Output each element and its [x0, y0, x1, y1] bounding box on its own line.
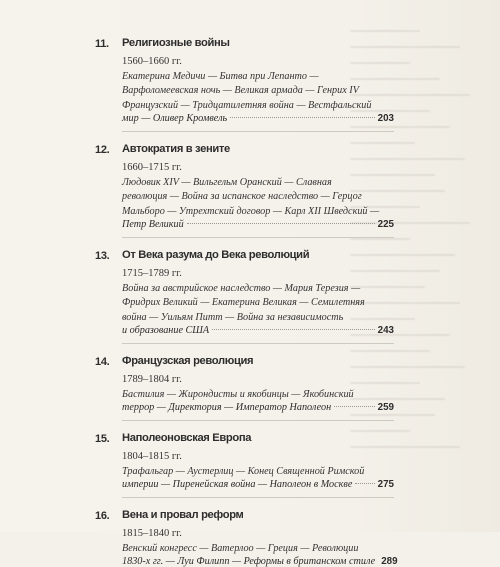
chapter-topics: Трафальгар — Аустерлиц — Конец Священной Римской — [122, 465, 365, 477]
divider — [122, 237, 394, 238]
chapter-dates: 1804–1815 гг. — [122, 451, 182, 462]
chapter-number: 15. — [95, 433, 110, 445]
chapter-title: От Века разума до Века революций — [122, 249, 310, 261]
chapter-topics: Французский — Тридцатилетняя война — Вестфальский — [122, 99, 372, 111]
toc-entry[interactable] — [95, 431, 394, 490]
leader-dots — [212, 329, 374, 330]
page-number: 289 — [381, 556, 398, 567]
chapter-topics: террор — Директория — Император Наполеон — [122, 402, 332, 413]
chapter-topics: Венский конгресс — Ватерлоо — Греция — Революции — [122, 542, 359, 554]
toc-entry[interactable] — [95, 354, 394, 413]
leader-dots — [230, 117, 374, 118]
chapter-title: Французская революция — [122, 355, 254, 367]
chapter-dates: 1815–1840 гг. — [122, 528, 182, 539]
toc-entry[interactable] — [95, 36, 394, 124]
page-number: 275 — [377, 479, 394, 490]
chapter-topics: Фридрих Великий — Екатерина Великая — Семилетняя — [122, 297, 365, 308]
leader-dots — [187, 223, 375, 224]
chapter-number: 11. — [95, 38, 109, 50]
chapter-page-line — [122, 113, 394, 124]
chapter-topics: Бастилия — Жирондисты и якобинцы — Якобинский — [122, 388, 354, 400]
chapter-topics: революция — Война за испанское наследство — Герцог — [122, 191, 362, 202]
toc-entry[interactable] — [95, 142, 394, 230]
chapter-page-line — [122, 325, 394, 336]
chapter-title: Автократия в зените — [122, 143, 230, 155]
chapter-topics: Петр Великий — [122, 219, 184, 230]
chapter-topics: Война за австрийское наследство — Мария Терезия — — [122, 282, 361, 294]
chapter-dates: 1560–1660 гг. — [122, 56, 182, 67]
chapter-number: 14. — [95, 356, 110, 368]
chapter-page-line — [122, 219, 394, 230]
chapter-page-line — [122, 479, 394, 490]
chapter-dates: 1660–1715 гг. — [122, 162, 182, 173]
chapter-topics: Варфоломеевская ночь — Великая армада — Генрих IV — [122, 85, 359, 96]
divider — [122, 131, 394, 132]
page-number: 243 — [377, 325, 394, 336]
chapter-title: Религиозные войны — [122, 37, 230, 49]
chapter-topics: война — Уильям Питт — Война за независимость — [122, 311, 344, 323]
leader-dots — [334, 406, 375, 407]
divider — [122, 497, 394, 498]
chapter-number: 13. — [95, 250, 110, 262]
chapter-title: Вена и провал реформ — [122, 509, 244, 521]
chapter-topics: империи — Пиренейская война — Наполеон в Москве — [122, 479, 353, 490]
chapter-topics: Мальборо — Утрехтский договор — Карл XII Шведский — — [122, 205, 380, 217]
chapter-title: Наполеоновская Европа — [122, 432, 252, 444]
toc-entry[interactable] — [95, 508, 398, 567]
page-number: 259 — [377, 402, 394, 413]
chapter-topics: и образование США — [122, 325, 210, 336]
toc-entries — [95, 36, 398, 567]
page-number: 225 — [377, 219, 394, 230]
divider — [122, 343, 394, 344]
chapter-page-line — [122, 556, 398, 567]
chapter-dates: 1715–1789 гг. — [122, 268, 182, 279]
leader-dots — [355, 483, 374, 484]
chapter-dates: 1789–1804 гг. — [122, 374, 182, 385]
chapter-topics: Екатерина Медичи — Битва при Лепанто — — [122, 70, 319, 82]
chapter-topics: Людовик XIV — Вильгельм Оранский — Славная — [122, 176, 332, 188]
chapter-number: 16. — [95, 510, 110, 522]
chapter-topics: 1830-х гг. — Луи Филипп — Реформы в британском стиле — [122, 556, 376, 567]
toc-entry[interactable] — [95, 248, 394, 336]
divider — [122, 420, 394, 421]
chapter-number: 12. — [95, 144, 110, 156]
page-number: 203 — [377, 113, 394, 124]
chapter-page-line — [122, 402, 394, 413]
chapter-topics: мир — Оливер Кромвель — [122, 113, 228, 124]
